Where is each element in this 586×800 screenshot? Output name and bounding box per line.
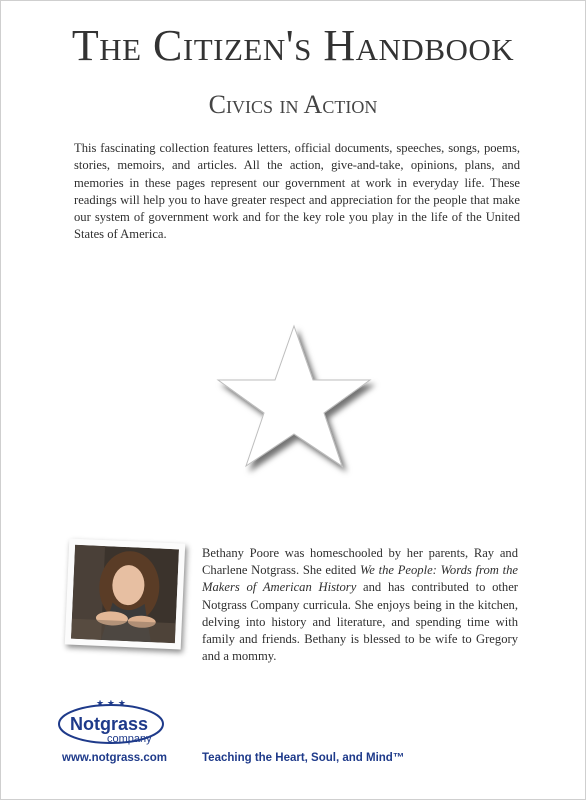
book-subtitle: Civics in Action xyxy=(208,90,378,119)
author-bio xyxy=(202,545,518,665)
book-title: The Citizen's Handbook xyxy=(71,21,515,70)
bio-book-title: We the People: Words from the Makers of American History xyxy=(202,563,518,595)
star-graphic xyxy=(214,318,382,478)
bio-text-2: and has contributed to other Notgrass Company curricula. She enjoys being in the kitchen, delving into history and literature, and spending time with family and friends. Bethany is blessed to be wife to Gregory and a mommy. xyxy=(202,580,518,664)
website-link[interactable]: www.notgrass.com xyxy=(62,752,168,764)
tagline: Teaching the Heart, Soul, and Mind™ xyxy=(202,752,405,764)
book-description: This fascinating collection features letters, official documents, speeches, songs, poems, stories, memoirs, and articles. All the action, give-and-take, opinions, plans, and memories in these pages represent our government at work in everyday life. These readings will help you to have greater respect and appreciation for the people that make our system of government work and for the key role you play in the life of the United States of America. xyxy=(74,141,520,242)
bio-text-1: Bethany Poore was homeschooled by her parents, Ray and Charlene Notgrass. She edited xyxy=(202,546,518,578)
logo-name: Notgrass xyxy=(70,714,149,734)
logo-company: company xyxy=(107,733,152,745)
author-photo xyxy=(65,539,186,650)
svg-text:★ ★ ★: ★ ★ ★ xyxy=(96,700,126,709)
